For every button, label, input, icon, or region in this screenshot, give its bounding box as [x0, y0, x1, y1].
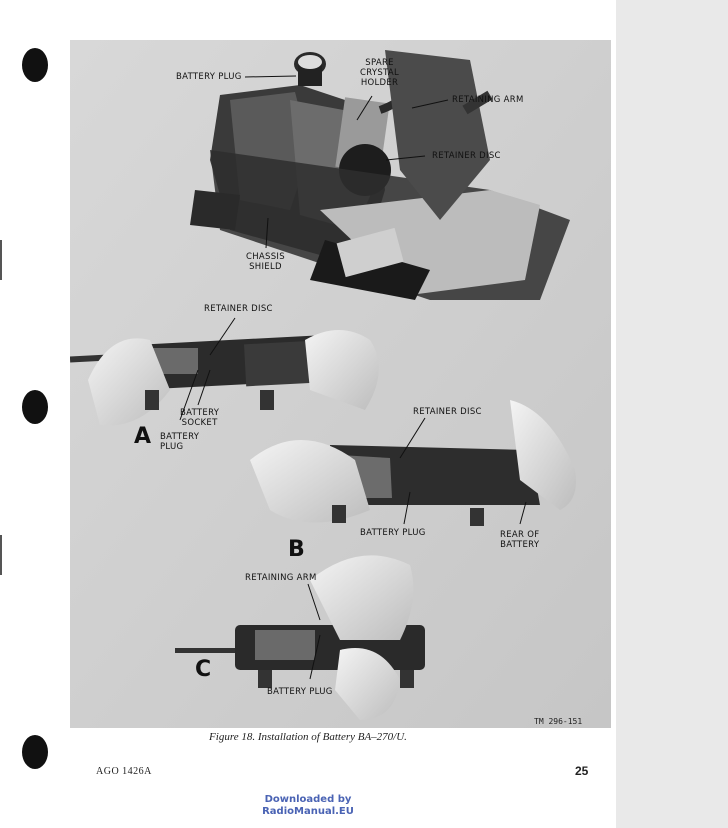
footer-ago-number: AGO 1426A	[96, 766, 152, 777]
scan-edge-mark	[0, 240, 2, 280]
label-retaining-arm-c: RETAINING ARM	[245, 573, 317, 583]
label-retaining-arm-top: RETAINING ARM	[452, 95, 524, 105]
label-retainer-disc-a: RETAINER DISC	[204, 304, 273, 314]
label-battery-plug-c: BATTERY PLUG	[267, 687, 333, 697]
page-number: 25	[575, 764, 589, 778]
label-battery-plug-b: BATTERY PLUG	[360, 528, 426, 538]
figure-illustration	[70, 40, 611, 728]
scan-edge-mark	[0, 535, 2, 575]
figure-caption: Figure 18. Installation of Battery BA–270/U.	[209, 731, 407, 743]
label-rear-of-battery: REAR OF BATTERY	[500, 530, 540, 550]
label-retainer-disc-top: RETAINER DISC	[432, 151, 501, 161]
label-chassis-shield: CHASSIS SHIELD	[246, 252, 285, 272]
figure-photo	[70, 40, 611, 728]
label-spare-crystal-holder: SPARE CRYSTAL HOLDER	[360, 58, 400, 88]
binder-hole-top	[22, 48, 48, 82]
label-battery-plug-a: BATTERY PLUG	[160, 432, 200, 452]
panel-letter-b: B	[288, 537, 305, 562]
tm-number: TM 296-151	[534, 717, 583, 726]
panel-letter-a: A	[134, 424, 152, 449]
label-battery-plug-top: BATTERY PLUG	[176, 72, 242, 82]
watermark: Downloaded by RadioManual.EU	[262, 794, 354, 817]
binder-hole-middle	[22, 390, 48, 424]
label-retainer-disc-b: RETAINER DISC	[413, 407, 482, 417]
label-battery-socket: BATTERY SOCKET	[180, 408, 220, 428]
panel-letter-c: C	[195, 657, 212, 682]
